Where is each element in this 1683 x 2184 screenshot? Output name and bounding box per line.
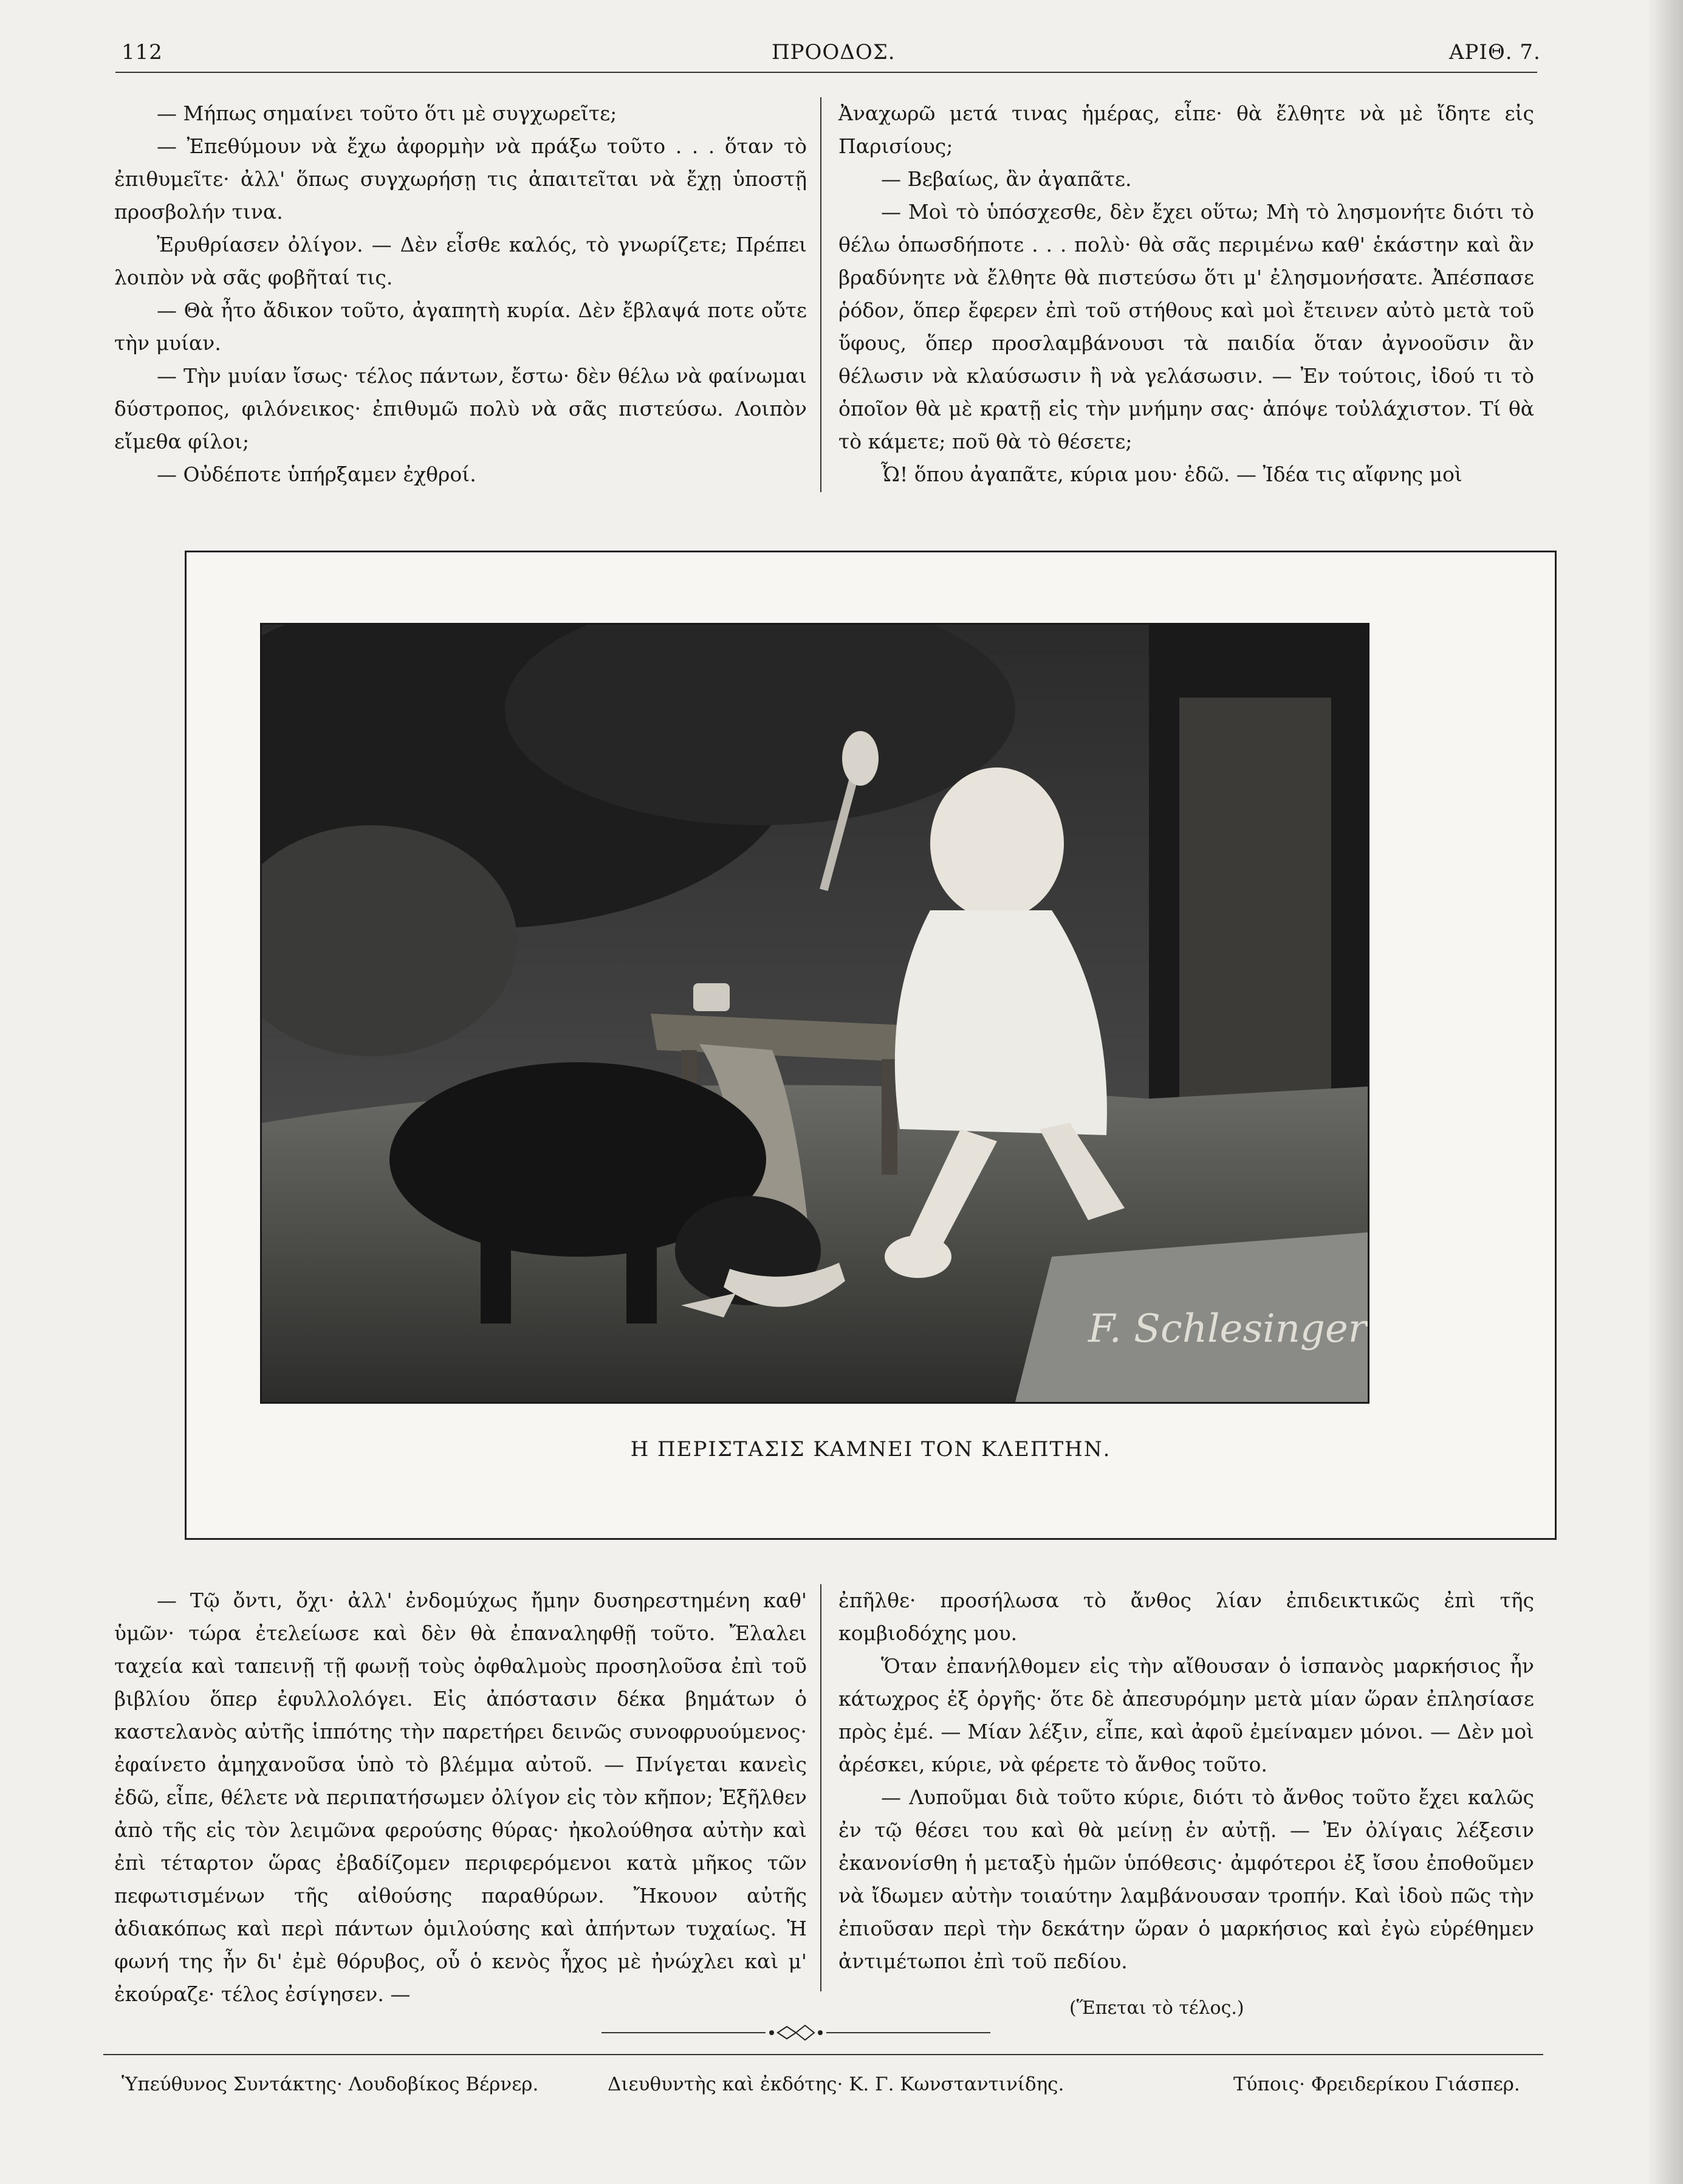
bottom-right-column (838, 1584, 1534, 1978)
footer-publisher: Διευθυντὴς καὶ ἐκδότης· Κ. Γ. Κωνσταντινίδης. (608, 2073, 1064, 2095)
engraving-illustration (260, 623, 1369, 1404)
paragraph: — Βεβαίως, ἂν ἀγαπᾶτε. (881, 167, 1132, 191)
artist-signature: F. Schlesinger (1088, 1307, 1367, 1351)
continued-note: (Ἕπεται τὸ τέλος.) (1069, 1997, 1244, 2019)
paragraph: ἐπῆλθε· προσήλωσα τὸ ἄνθος λίαν ἐπιδεικτικῶς ἐπὶ τῆς κομβιοδόχης μου. (838, 1588, 1534, 1645)
engraving-scene (262, 625, 1368, 1402)
paragraph: — Ἐπεθύμουν νὰ ἔχω ἀφορμὴν νὰ πράξω τοῦτο . . . ὅταν τὸ ἐπιθυμεῖτε· ἀλλ' ὅπως συγχωρήσῃ τις ἀπαιτεῖται νὰ ἔχῃ ὑποστῇ προσβολήν τινα. (114, 134, 807, 224)
page-edge-shadow (1647, 0, 1683, 2184)
header-rule (115, 72, 1537, 73)
paragraph: — Μήπως σημαίνει τοῦτο ὅτι μὲ συγχωρεῖτε; (157, 101, 617, 125)
paragraph: — Θὰ ἦτο ἄδικον τοῦτο, ἀγαπητὴ κυρία. Δὲν ἔβλαψά ποτε οὔτε τὴν μυίαν. (114, 298, 807, 355)
column-divider (820, 97, 821, 492)
page-number: 112 (122, 40, 163, 64)
paragraph: — Τὴν μυίαν ἴσως· τέλος πάντων, ἔστω· δὲν θέλω νὰ φαίνωμαι δύστροπος, φιλόνεικος· ἐπιθυμῶ πολὺ νὰ σᾶς πιστεύσω. Λοιπὸν εἴμεθα φίλοι; (114, 364, 807, 453)
journal-title: ΠΡΟΟΔΟΣ. (772, 40, 896, 64)
paragraph: — Λυποῦμαι διὰ τοῦτο κύριε, διότι τὸ ἄνθος τοῦτο ἔχει καλῶς ἐν τῷ θέσει του καὶ θὰ μείνῃ ἐν αὐτῇ. — Ἐν ὀλίγαις λέξεσιν ἐκανονίσθη ἡ μεταξὺ ἡμῶν ὑπόθεσις· ἀμφότεροι ἐξ ἴσου ἐποθοῦμεν νὰ ἴδωμεν αὐτὴν τοιαύτην λαμβάνουσαν τροπήν. Καὶ ἰδοὺ πῶς τὴν ἐπιοῦσαν περὶ τὴν δεκάτην ὥραν ὁ μαρκήσιος καὶ ἐγὼ εὑρέθημεν ἀντιμέτωποι ἐπὶ τοῦ πεδίου. (838, 1785, 1534, 1973)
column-divider (820, 1584, 821, 1991)
footer-printer: Τύποις· Φρειδερίκου Γιάσπερ. (1233, 2073, 1520, 2095)
paragraph: Ὅταν ἐπανήλθομεν εἰς τὴν αἴθουσαν ὁ ἱσπανὸς μαρκήσιος ἦν κάτωχρος ἐξ ὀργῆς· ὅτε δὲ ἀπεσυρόμην μετὰ μίαν ὥραν ἐπλησίασε πρὸς ἐμέ. — Μίαν λέξιν, εἶπε, καὶ ἀφοῦ ἐμείναμεν μόνοι. — Δὲν μοὶ ἀρέσκει, κύριε, νὰ φέρετε τὸ ἄνθος τοῦτο. (838, 1654, 1534, 1776)
paragraph: — Τῷ ὄντι, ὄχι· ἀλλ' ἐνδομύχως ἤμην δυσηρεστημένη καθ' ὑμῶν· τώρα ἐτελείωσε καὶ δὲν θὰ ἐπαναληφθῇ τοῦτο. Ἔλαλει ταχεία καὶ ταπεινῇ τῇ φωνῇ τοὺς ὀφθαλμοὺς προσηλοῦσα ἐπὶ τοῦ βιβλίου ὅπερ ἐφυλλολόγει. Εἰς ἀπόστασιν δέκα βημάτων ὁ καστελανὸς αὐτῆς ἱππότης τὴν παρετήρει δεινῶς συνοφρυούμενος· ἐφαίνετο ἀμηχανοῦσα ὑπὸ τὸ βλέμμα αὐτοῦ. — Πνίγεται κανεὶς ἐδῶ, εἶπε, θέλετε νὰ περιπατήσωμεν ὀλίγον εἰς τὸν κῆπον; Ἐξῆλθεν ἀπὸ τῆς εἰς τὸν λειμῶνα φερούσης θύρας· ἠκολούθησα αὐτὴν καὶ ἐπὶ τέταρτον ὥρας ἐβαδίζομεν περιφερόμενοι κατὰ μῆκος τῶν πεφωτισμένων τῆς αἰθούσης παραθύρων. Ἤκουον αὐτῆς ἀδιακόπως καὶ περὶ πάντων ὁμιλούσης καὶ ἀπήντων τυχαίως. Ἡ φωνή της ἦν δι' ἐμὲ θόρυβος, οὗ ὁ κενὸς ἦχος μὲ ἠνώχλει καὶ μ' ἐκούραζε· τέλος ἐσίγησεν. — (114, 1588, 807, 2006)
paragraph: Ἐρυθρίασεν ὀλίγον. — Δὲν εἶσθε καλός, τὸ γνωρίζετε; Πρέπει λοιπὸν νὰ σᾶς φοβῆταί τις. (114, 233, 807, 289)
top-right-column (838, 97, 1534, 491)
paragraph: Ὦ! ὅπου ἀγαπᾶτε, κύρια μου· ἐδῶ. — Ἰδέα τις αἴφνης μοὶ (881, 462, 1462, 486)
footer-editor: Ὑπεύθυνος Συντάκτης· Λουδοβίκος Βέρνερ. (122, 2073, 539, 2095)
issue-number: ΑΡΙΘ. 7. (1449, 40, 1541, 64)
paragraph: — Μοὶ τὸ ὑπόσχεσθε, δὲν ἔχει οὕτω; Μὴ τὸ λησμονήτε διότι τὸ θέλω ὁπωσδήποτε . . . πολὺ· θὰ σᾶς περιμένω καθ' ἑκάστην καὶ ἂν βραδύνητε νὰ ἔλθητε θὰ πιστεύσω ὅτι μ' ἐλησμονήσατε. Ἀπέσπασε ῥόδον, ὅπερ ἔφερεν ἐπὶ τοῦ στήθους καὶ μοὶ ἔτεινεν αὐτὸ μετὰ τοῦ ὕφους, ὅπερ προσλαμβάνουσι τὰ παιδία ὅταν ἀγνοοῦσιν ἂν θέλωσιν νὰ κλαύσωσιν ἢ νὰ γελάσωσιν. — Ἐν τούτοις, ἰδού τι τὸ ὁποῖον θὰ μὲ κρατῇ εἰς τὴν μνήμην σας· ἀπόψε τοὐλάχιστον. Τί θὰ τὸ κάμετε; ποῦ θὰ τὸ θέσετε; (838, 200, 1534, 453)
paragraph: — Οὐδέποτε ὑπήρξαμεν ἐχθροί. (157, 462, 476, 486)
top-left-column (114, 97, 807, 491)
figure-caption: Η ΠΕΡΙΣΤΑΣΙΣ ΚΑΜΝΕΙ ΤΟΝ ΚΛΕΠΤΗΝ. (630, 1437, 1111, 1461)
paragraph: Ἀναχωρῶ μετά τινας ἡμέρας, εἶπε· θὰ ἔλθητε νὰ μὲ ἴδητε εἰς Παρισίους; (838, 101, 1534, 158)
decorative-divider (602, 2021, 990, 2045)
footer-rule (103, 2054, 1543, 2055)
bottom-left-column (114, 1584, 807, 2011)
